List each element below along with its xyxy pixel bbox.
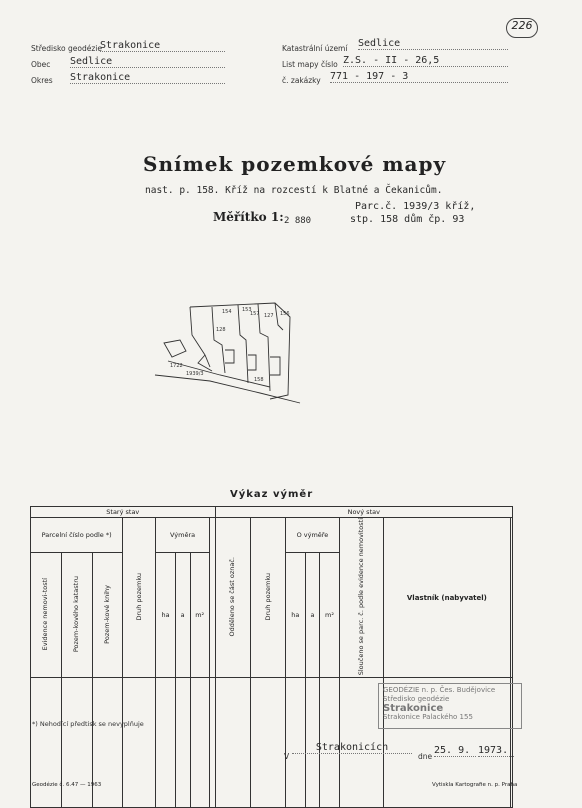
obec-label: Obec [31,60,51,69]
subtitle: nast. p. 158. Kříž na rozcestí k Blatné a Čekanicům. [145,185,443,196]
date-prefix: dne [418,752,433,761]
vlastnik-header: Vlastník (nabyvatel) [384,518,510,678]
pozemkove-knihy-cell [92,552,123,677]
katastralni-label: Katastrální území [282,44,348,53]
scale-value: 2 880 [284,216,312,226]
date-day: 25. 9. [434,745,476,757]
ha-header: ha [156,552,175,677]
map-label-2: 153 [242,307,252,313]
m2-header: m² [190,552,209,677]
druh-pozemku-2-cell [250,518,285,678]
parcel-note-2: stp. 158 dům čp. 93 [350,214,465,225]
map-label-8: 1722 [170,363,183,369]
map-label-5: 156 [280,311,290,317]
m22-header: m² [320,552,339,677]
scale-label: Měřítko 1: [213,210,284,224]
vykaz-vymer-table [30,506,513,808]
cadastral-map-sketch [150,295,310,405]
parcelni-cislo-header: Parcelní číslo podle *) [31,518,123,553]
map-label-9: 158 [254,377,264,383]
printer-note: Vytiskla Kartografie n. p. Praha [432,782,518,788]
evidence-header: Evidence nemovi-tostí [41,577,50,651]
a-header: a [175,552,190,677]
a2-header: a [305,552,320,677]
stary-stav-header: Starý stav [31,507,216,518]
stredisko-label: Středisko geodézie [31,44,103,53]
map-label-4: 127 [264,313,274,319]
zakazky-label: č. zakázky [282,76,321,85]
stamp-line-4: Strakonice Palackého 155 [383,713,473,721]
edge-cell [510,518,512,678]
office-stamp [378,683,522,729]
o-vymere-header: O výměře [286,518,340,553]
novy-stav-header: Nový stav [215,507,512,518]
slouceno-header: Sloučeno se parc. č. podle evidence nemovitostí [356,518,365,676]
form-code: Geodézie č. 6.47 — 1963 [32,782,102,788]
oddeleno-header: Odděleno se část označ. [228,556,237,637]
place-prefix: V [284,752,290,761]
map-label-1: 154 [222,309,232,315]
stamp-line-3: Strakonice [383,703,444,714]
okres-label: Okres [31,76,53,85]
slouceno-cell [339,518,383,678]
list-label: List mapy číslo [282,60,338,69]
druh-pozemku-header: Druh pozemku [134,572,143,621]
vymera-header: Výměra [156,518,210,553]
date-year: 1973. [478,745,514,757]
table-title: Výkaz výměr [230,489,314,500]
okres-value: Strakonice [70,72,225,84]
stamp-line-2: Středisko geodézie [383,695,450,703]
pozemkoveho-header: Pozem-kového katastru [72,575,81,653]
oddeleno-cell [215,518,250,678]
place-value: Strakonicích [292,742,412,754]
page-title: Snímek pozemkové mapy [143,152,447,176]
obec-value: Sedlice [70,56,225,68]
stamp-line-1: GEODÉZIE n. p. Čes. Budějovice [383,686,496,694]
ha2-header: ha [286,552,305,677]
parcel-note-1: Parc.č. 1939/3 kříž, [355,201,476,212]
map-label-3: 157 [250,311,260,317]
zakazky-value: 771 - 197 - 3 [330,71,508,83]
map-label-7: 1939/3 [186,371,204,377]
evidence-cell [31,552,62,677]
map-label-6: 128 [216,327,226,333]
corner-number: 226 [506,18,538,38]
pozemkove-knihy-header: Pozem-kové knihy [102,584,111,644]
stredisko-value: Strakonice [100,40,225,52]
druh-pozemku-2-header: Druh pozemku [263,572,272,621]
footnote: *) Nehodící předtisk se nevyplňuje [32,720,144,728]
pozemkoveho-cell [61,552,92,677]
list-value: Z.S. - II - 26,5 [343,55,508,67]
druh-pozemku-cell [123,518,156,678]
katastralni-value: Sedlice [358,38,508,50]
